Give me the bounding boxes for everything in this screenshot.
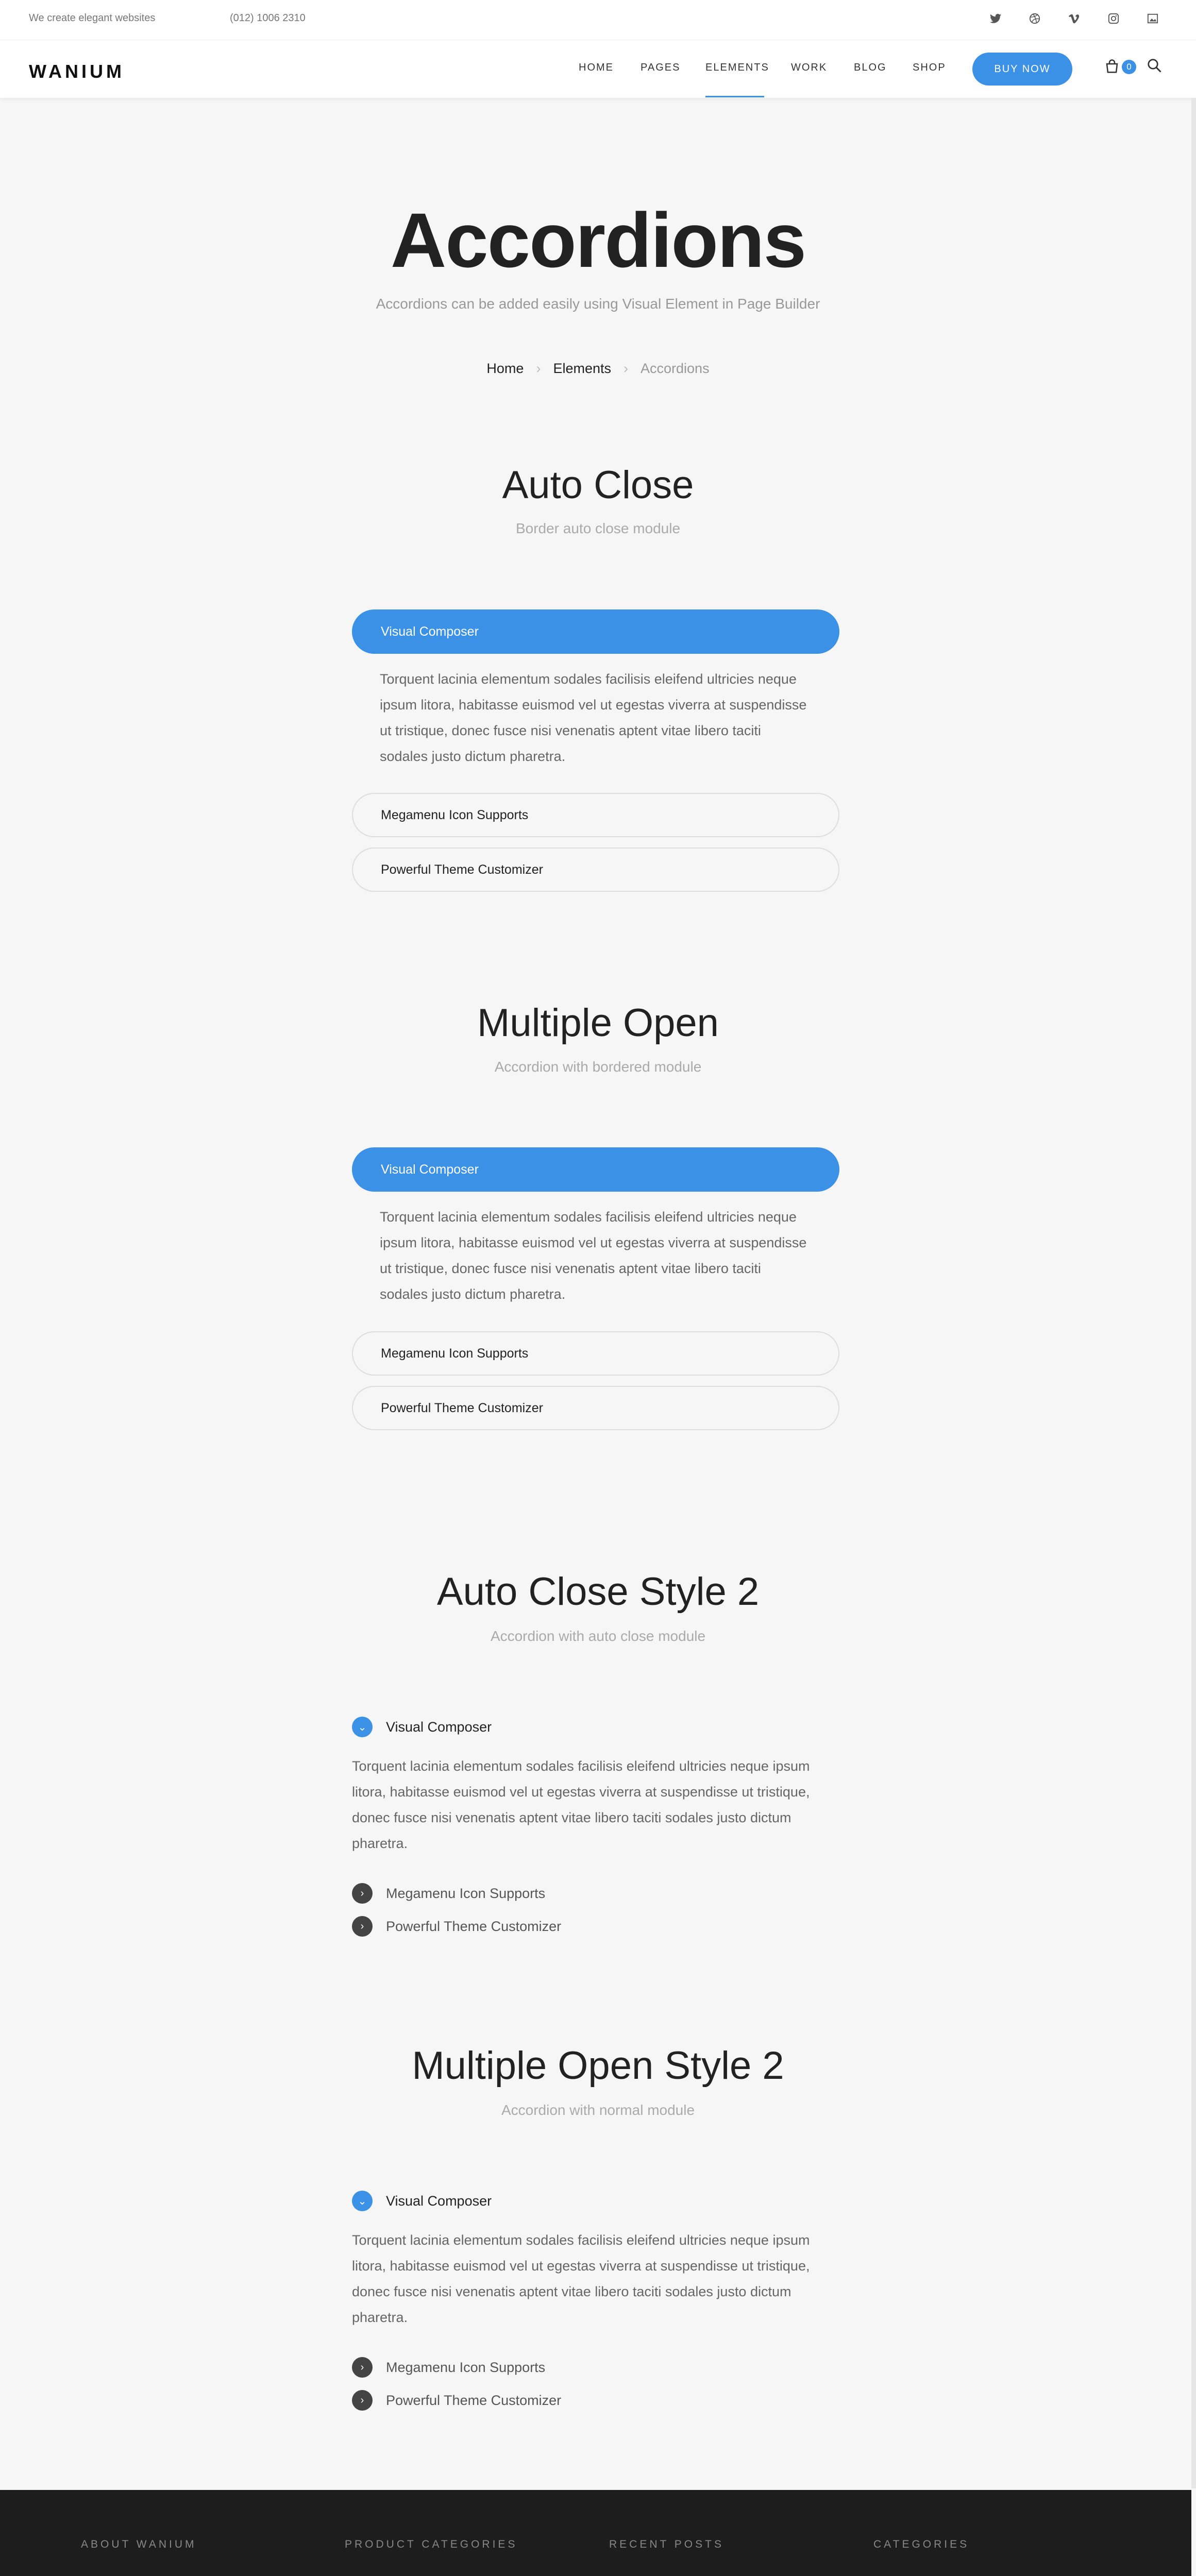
- footer-recent-posts: [609, 2538, 724, 2576]
- footer-categories: [873, 2538, 987, 2576]
- image-icon[interactable]: [1144, 10, 1161, 27]
- accordion-header-label: Megamenu Icon Supports: [386, 2359, 546, 2375]
- buy-now-button[interactable]: BUY NOW: [972, 53, 1072, 86]
- accordion-header[interactable]: Visual Composer: [352, 1147, 839, 1192]
- active-nav-indicator: [705, 96, 764, 97]
- nav-pages[interactable]: PAGES: [641, 62, 681, 73]
- accordion-body: Torquent lacinia elementum sodales facilisis eleifend ultricies neque ipsum litora, habitasse euismod vel ut egestas viverra at suspendisse ut tristique, donec fusce nisi venenatis aptent vitae libero taciti sodales justo dictum pharetra.: [380, 671, 807, 764]
- section-title: Auto Close: [502, 463, 694, 507]
- breadcrumb-separator: ›: [624, 361, 628, 376]
- site-logo[interactable]: WANIUM: [29, 61, 125, 82]
- cart-count-badge: 0: [1122, 60, 1136, 74]
- scrollbar[interactable]: [1191, 98, 1196, 2488]
- breadcrumb-separator: ›: [536, 361, 541, 376]
- tagline: We create elegant websites: [29, 12, 156, 24]
- accordion-header-label: Powerful Theme Customizer: [386, 2392, 562, 2408]
- breadcrumb-current: Accordions: [641, 361, 710, 376]
- breadcrumb-home[interactable]: Home: [486, 361, 524, 376]
- accordion-header-label: Megamenu Icon Supports: [386, 1885, 546, 1901]
- accordion-header[interactable]: Powerful Theme Customizer: [352, 848, 839, 892]
- footer-heading: ABOUT WANIUM: [81, 2538, 197, 2550]
- top-bar: [0, 0, 1196, 40]
- nav-elements[interactable]: ELEMENTS: [705, 62, 769, 73]
- chevron-right-icon: ›: [352, 2357, 373, 2378]
- footer-heading: CATEGORIES: [873, 2538, 970, 2550]
- accordion-header[interactable]: [352, 1717, 492, 1737]
- footer-heading: RECENT POSTS: [609, 2538, 724, 2550]
- nav-work[interactable]: WORK: [791, 62, 828, 73]
- accordion-header[interactable]: [352, 2390, 561, 2411]
- main-navbar: [0, 40, 1196, 98]
- breadcrumb: [0, 361, 1196, 377]
- section-subtitle: Accordion with bordered module: [494, 1059, 702, 1075]
- phone-number[interactable]: (012) 1006 2310: [230, 12, 306, 24]
- section-title: Multiple Open: [477, 1001, 719, 1045]
- accordion-header-label: Visual Composer: [386, 1719, 492, 1735]
- footer-about: [81, 2538, 236, 2576]
- twitter-icon[interactable]: [987, 10, 1004, 27]
- accordion-header-label: Visual Composer: [386, 2193, 492, 2209]
- accordion-header[interactable]: Powerful Theme Customizer: [352, 1386, 839, 1430]
- section-subtitle: Accordion with normal module: [501, 2102, 695, 2118]
- section-subtitle: Accordion with auto close module: [490, 1628, 706, 1644]
- accordion-header[interactable]: [352, 2357, 545, 2378]
- accordion-body: Torquent lacinia elementum sodales facilisis eleifend ultricies neque ipsum litora, habitasse euismod vel ut egestas viverra at suspendisse ut tristique, donec fusce nisi venenatis aptent vitae libero taciti sodales justo dictum pharetra.: [380, 1209, 807, 1302]
- section-title: Multiple Open Style 2: [412, 2044, 784, 2088]
- dribbble-icon[interactable]: [1026, 10, 1043, 27]
- instagram-icon[interactable]: [1105, 10, 1122, 27]
- footer-product-categories: [345, 2538, 517, 2576]
- nav-home[interactable]: HOME: [579, 62, 614, 73]
- vimeo-icon[interactable]: [1066, 10, 1082, 27]
- accordion-body: Torquent lacinia elementum sodales facilisis eleifend ultricies neque ipsum litora, habitasse euismod vel ut egestas viverra at suspendisse ut tristique, donec fusce nisi venenatis aptent vitae libero taciti sodales justo dictum pharetra.: [352, 1758, 810, 1851]
- accordion-body: Torquent lacinia elementum sodales facilisis eleifend ultricies neque ipsum litora, habitasse euismod vel ut egestas viverra at suspendisse ut tristique, donec fusce nisi venenatis aptent vitae libero taciti sodales justo dictum pharetra.: [352, 2232, 810, 2325]
- chevron-right-icon: ›: [352, 1916, 373, 1937]
- chevron-down-icon: ⌄: [352, 1717, 373, 1737]
- accordion-header-label: Powerful Theme Customizer: [386, 1918, 562, 1934]
- accordion-header[interactable]: [352, 1916, 561, 1937]
- footer: [0, 2490, 1191, 2576]
- footer-heading: PRODUCT CATEGORIES: [345, 2538, 518, 2550]
- breadcrumb-elements[interactable]: Elements: [553, 361, 611, 376]
- nav-blog[interactable]: BLOG: [854, 62, 887, 73]
- chevron-right-icon: ›: [352, 2390, 373, 2411]
- chevron-right-icon: ›: [352, 1883, 373, 1904]
- accordion-header[interactable]: [352, 2191, 492, 2211]
- nav-shop[interactable]: SHOP: [913, 62, 946, 73]
- page-title: Accordions: [390, 197, 806, 283]
- section-subtitle: Border auto close module: [515, 520, 681, 536]
- accordion-header[interactable]: [352, 1883, 545, 1904]
- search-icon[interactable]: [1147, 58, 1162, 77]
- accordion-header[interactable]: Visual Composer: [352, 609, 839, 654]
- accordion-header[interactable]: Megamenu Icon Supports: [352, 793, 839, 837]
- page-subtitle: Accordions can be added easily using Visual Element in Page Builder: [376, 296, 820, 312]
- cart-icon[interactable]: [1104, 59, 1120, 74]
- accordion-header[interactable]: Megamenu Icon Supports: [352, 1331, 839, 1376]
- chevron-down-icon: ⌄: [352, 2191, 373, 2211]
- section-title: Auto Close Style 2: [436, 1570, 760, 1614]
